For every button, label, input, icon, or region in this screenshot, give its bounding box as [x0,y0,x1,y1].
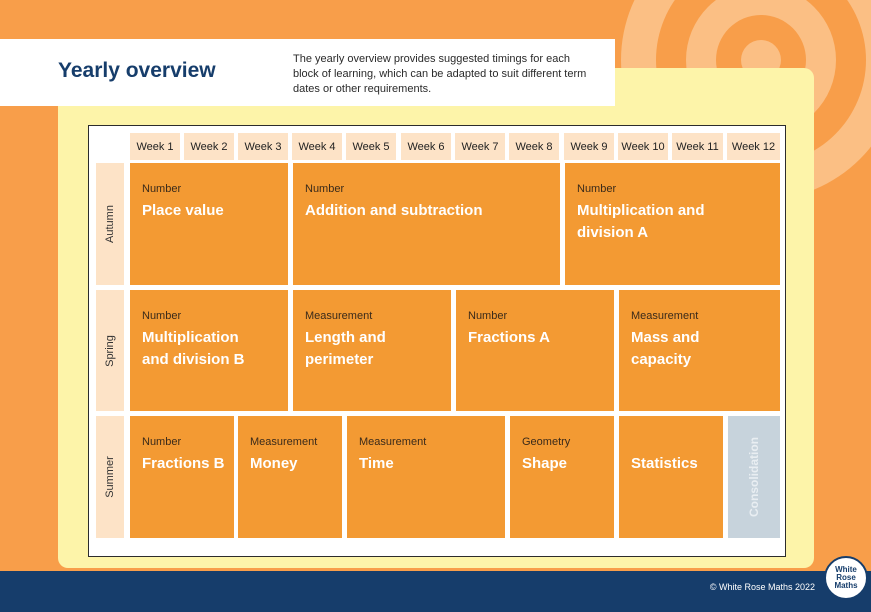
block-addition-subtraction [293,163,560,285]
week-header: Week 11 [672,133,723,160]
term-label-text: Summer [104,456,116,498]
week-header: Week 3 [238,133,288,160]
block-time [347,416,505,538]
term-label-summer [96,416,124,538]
block-multiplication-division-b [130,290,288,411]
logo-line: White [835,565,857,574]
logo-line: Rose [836,573,856,582]
block-strand: Number [577,183,617,195]
block-name: Time [359,455,394,472]
block-multiplication-division-a [565,163,780,285]
week-header: Week 5 [346,133,396,160]
block-strand: Number [305,183,345,195]
block-consolidation [728,416,780,538]
block-fractions-a [456,290,614,411]
block-strand: Geometry [522,436,571,448]
white-rose-maths-logo [824,556,868,600]
block-name: Money [250,455,298,472]
term-label-spring [96,290,124,411]
term-label-autumn [96,163,124,285]
block-name: Statistics [631,455,698,472]
block-length-perimeter [293,290,451,411]
block-fractions-b [130,416,234,538]
block-strand: Number [468,310,508,322]
block-statistics [619,416,723,538]
block-name: Multiplication and division A [577,202,705,241]
block-name: Shape [522,455,568,472]
page-title: Yearly overview [58,59,216,82]
block-strand: Measurement [359,436,427,448]
week-header: Week 9 [564,133,614,160]
week-header: Week 4 [292,133,342,160]
block-name: Multiplication and division B [142,329,245,368]
consolidation-label: Consolidation [747,437,761,517]
term-label-text: Spring [104,334,116,367]
block-name: Mass and capacity [631,329,700,368]
block-name: Fractions A [468,329,550,346]
block-strand: Number [142,183,182,195]
block-place-value [130,163,288,285]
term-label-text: Autumn [104,205,116,243]
block-strand: Measurement [631,310,699,322]
copyright-text: © White Rose Maths 2022 [709,582,815,592]
block-money [238,416,342,538]
block-name: Fractions B [142,455,225,472]
week-header: Week 1 [130,133,180,160]
block-shape [510,416,614,538]
week-header: Week 7 [455,133,505,160]
block-strand: Measurement [250,436,318,448]
block-name: Place value [142,202,224,219]
logo-line: Maths [834,581,858,590]
block-name: Addition and subtraction [305,202,483,219]
week-header: Week 8 [509,133,559,160]
week-header: Week 6 [401,133,451,160]
block-strand: Number [142,310,182,322]
block-mass-capacity [619,290,780,411]
page-description: The yearly overview provides suggested timings for each block of learning, which can be adapted to suit different term dates or other requirements. [293,53,587,95]
block-strand: Measurement [305,310,373,322]
block-strand: Number [142,436,182,448]
block-name: Length and perimeter [305,329,386,368]
week-header: Week 2 [184,133,234,160]
week-header: Week 10 [618,133,668,160]
week-header: Week 12 [727,133,780,160]
